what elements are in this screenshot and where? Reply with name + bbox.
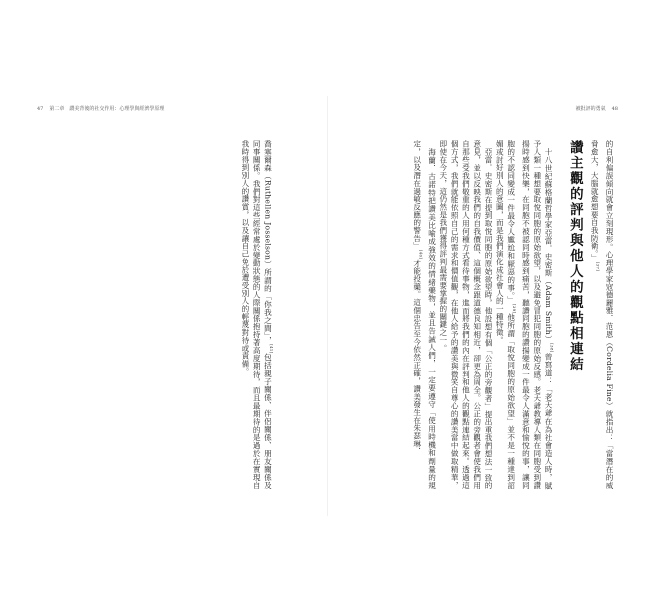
paragraph: 喬塞爾森（Ruthellen Josselson）所謂的「你我之間」，[41]包括親子關係、伴侶關係、朋友關係及同事關係。我們對這些經常處於變動狀態的人際關係抱持著高度期待，而且最期待的是過於在實現自我時得到別人的讚賞，以及讓自己免於遭受別人的輕蔑對待或責備。 xyxy=(240,140,274,489)
paragraph: 的自利偏誤傾向就會立刻現形。心理學家寇德麗雅．范恩（Cordelia Fine）就指出：「當潛在的威脅愈大，大腦就愈想要自我防衛。」[37] xyxy=(590,140,614,489)
right-page-header xyxy=(576,105,618,112)
right-page-number: 48 xyxy=(611,106,618,112)
footnote-ref: [40] xyxy=(418,249,424,260)
paragraph: 十八世紀蘇格蘭哲學家亞當．史密斯（Adam Smith）[38]曾寫道：「老天爺在為社會造人時，賦予人類一種想要取悅同胞的原始欲望，以及避免冒犯同胞的原始反感。老天爺教導人類在同胞受到讚揚時感到快樂，在同胞不被認同時感到痛苦，聽讚同胞的讚揚變成一件最令人滿意和愉悅的事，讓同胞的不認同變成一件最令人尷尬和厭惡的事。」[39]他所謂「取悅同胞的原始欲望」並不是一種達到詔媚或討好別人的意圖，而是我們演化成社會人的一種特徵。 xyxy=(495,140,555,490)
footnote-ref: [37] xyxy=(595,261,601,272)
right-running-title: 被批評的勇氣 xyxy=(575,106,606,112)
footnote-ref: [41] xyxy=(269,344,274,354)
left-page-header xyxy=(37,105,164,112)
paragraph: 亞當．史密斯在提到取悅同胞的原始欲望時，他設想有個「公正的旁觀者」提出重我們想法一致的意見，並以反映我們的自我價值、這個概念跟道德良知相近，卻更為周全。公正的旁觀者會使我們用自那些受我們敬重的人用何種方式看待事物，進而將我們的內在評判和他人的觀點連結起來。透過這個方式，我們就能依照自己的需求和價值觀，在他人給予的讚美與微笑自尊心的讚美當中做取精華，即使在今天，這仍然是我們獲得評判最需要掌握的關鍵之一。 xyxy=(438,140,494,489)
page-gutter xyxy=(327,96,328,516)
section-heading: 讚主觀的評判與他人的觀點相連結 xyxy=(566,140,583,373)
left-running-title: 第二章 讚美背後的社交作用：心理學與經濟學原理 xyxy=(49,106,165,112)
left-page-number: 47 xyxy=(37,106,44,112)
right-page-body xyxy=(358,140,615,489)
footnote-ref: [39] xyxy=(512,304,518,314)
footnote-ref: [38] xyxy=(549,342,555,353)
left-page-body xyxy=(162,140,277,489)
paragraph: 海蘭．古諾特把讚美比喻成強效的情緒藥物，並且告誡人們，一定要遵守「使用時機和劑量的規定，以及潛在過敏反應的警告」[40]才能投藥。這個忠告至今依然正確，讚美發生在朱瑟琳． xyxy=(412,140,437,489)
